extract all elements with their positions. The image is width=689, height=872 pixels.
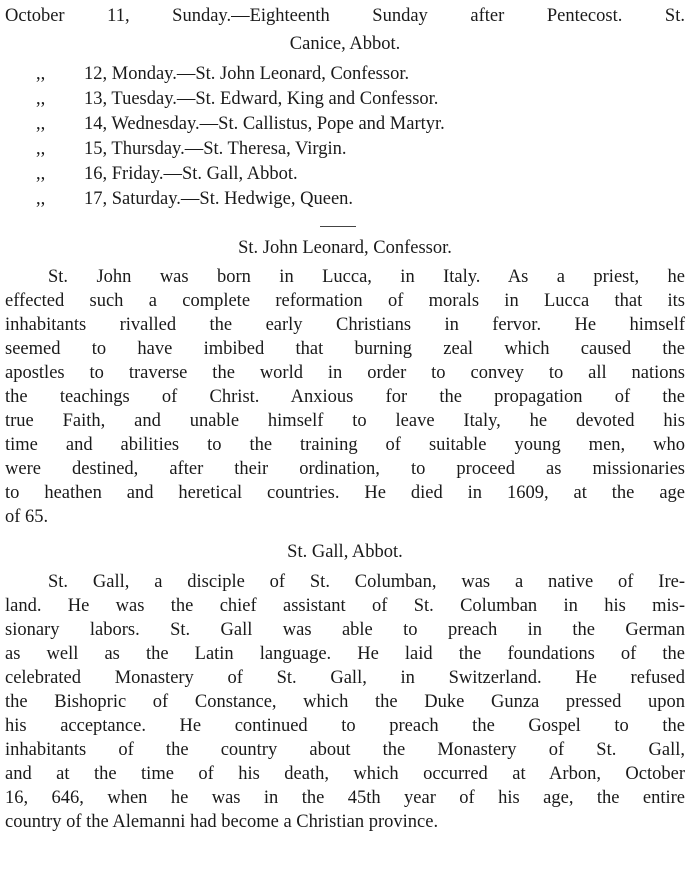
section-title-gall: St. Gall, Abbot. (287, 542, 403, 562)
calendar-entry-text: 15, Thursday.—St. Theresa, Virgin. (84, 139, 347, 159)
calendar-heading-line-1: October 11, Sunday.—Eighteenth Sunday after Pentecost. St. (5, 6, 685, 26)
paragraph-line: land. He was the chief assistant of St. Columban in his mis- (5, 596, 685, 616)
calendar-heading-line-2: Canice, Abbot. (289, 34, 401, 54)
paragraph-line: time and abilities to the training of suitable young men, who (5, 435, 685, 455)
paragraph-line: of 65. (5, 507, 49, 527)
ditto-mark: ,, (36, 189, 46, 209)
ditto-mark: ,, (36, 139, 46, 159)
ditto-mark: ,, (36, 64, 46, 84)
paragraph-line: the Bishopric of Constance, which the Duke Gunza pressed upon (5, 692, 685, 712)
paragraph-line: country of the Alemanni had become a Christian province. (5, 812, 439, 832)
ditto-mark: ,, (36, 89, 46, 109)
paragraph-line: St. John was born in Lucca, in Italy. As a priest, he (48, 267, 685, 287)
paragraph-line: as well as the Latin language. He laid the foundations of the (5, 644, 685, 664)
paragraph-line: to heathen and heretical countries. He died in 1609, at the age (5, 483, 685, 503)
calendar-entry-text: 17, Saturday.—St. Hedwige, Queen. (84, 189, 354, 209)
paragraph-line: St. Gall, a disciple of St. Columban, was a native of Ire- (48, 572, 685, 592)
paragraph-line: inhabitants rivalled the early Christians in fervor. He himself (5, 315, 685, 335)
paragraph-line: true Faith, and unable himself to leave Italy, he devoted his (5, 411, 685, 431)
paragraph-line: his acceptance. He continued to preach the Gospel to the (5, 716, 685, 736)
ditto-mark: ,, (36, 114, 46, 134)
paragraph-line: apostles to traverse the world in order to convey to all nations (5, 363, 685, 383)
paragraph-line: inhabitants of the country about the Monastery of St. Gall, (5, 740, 685, 760)
section-title-john-leonard: St. John Leonard, Confessor. (238, 238, 452, 258)
paragraph-line: celebrated Monastery of St. Gall, in Switzerland. He refused (5, 668, 685, 688)
paragraph-line: and at the time of his death, which occurred at Arbon, October (5, 764, 685, 784)
paragraph-line: 16, 646, when he was in the 45th year of his age, the entire (5, 788, 685, 808)
paragraph-line: seemed to have imbibed that burning zeal which caused the (5, 339, 685, 359)
calendar-entry-text: 14, Wednesday.—St. Callistus, Pope and Martyr. (84, 114, 445, 134)
calendar-entry-text: 12, Monday.—St. John Leonard, Confessor. (84, 64, 410, 84)
ditto-mark: ,, (36, 164, 46, 184)
paragraph-line: sionary labors. St. Gall was able to preach in the German (5, 620, 685, 640)
section-divider (320, 226, 356, 227)
calendar-entry-text: 13, Tuesday.—St. Edward, King and Confessor. (84, 89, 439, 109)
paragraph-line: were destined, after their ordination, to proceed as missionaries (5, 459, 685, 479)
paragraph-line: effected such a complete reformation of morals in Lucca that its (5, 291, 685, 311)
calendar-entry-text: 16, Friday.—St. Gall, Abbot. (84, 164, 298, 184)
paragraph-line: the teachings of Christ. Anxious for the propagation of the (5, 387, 685, 407)
